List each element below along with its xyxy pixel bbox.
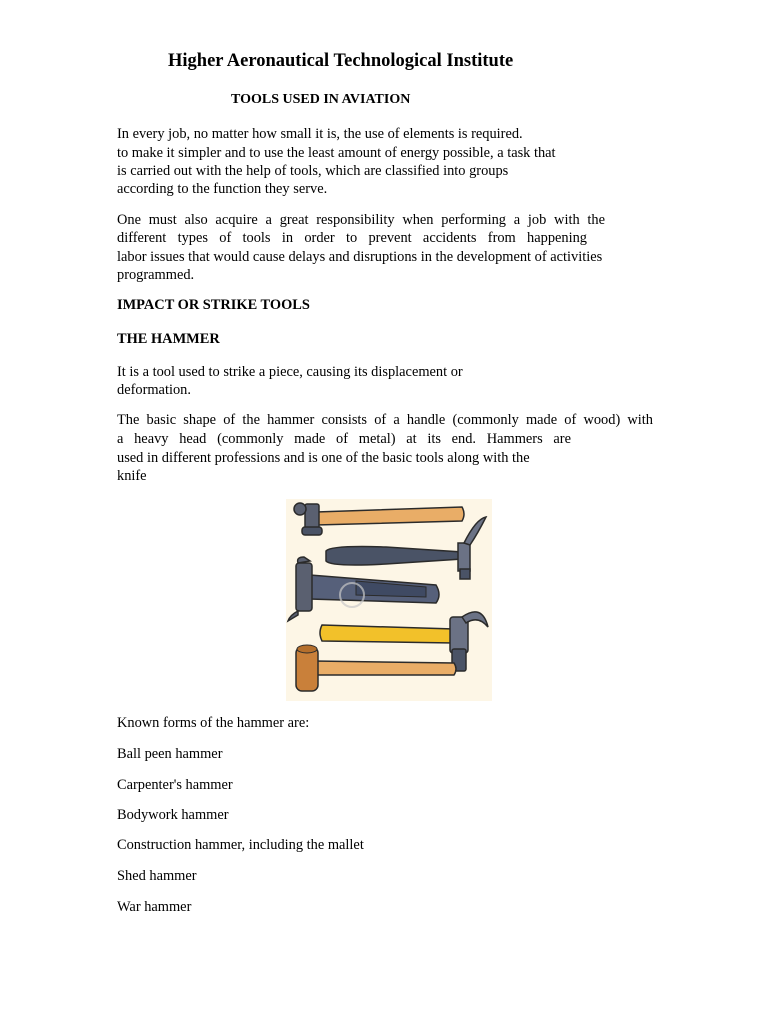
- list-item: Construction hammer, including the mallet: [117, 837, 364, 853]
- list-item: War hammer: [117, 899, 192, 915]
- responsibility-line-2: different types of tools in order to prevent accidents from happening: [117, 230, 587, 246]
- shape-line-1: The basic shape of the hammer consists of a handle (commonly made of wood) with: [117, 412, 653, 428]
- document-subtitle: TOOLS USED IN AVIATION: [231, 92, 411, 107]
- list-item: Ball peen hammer: [117, 746, 223, 762]
- definition-line-1: It is a tool used to strike a piece, causing its displacement or: [117, 364, 463, 380]
- section-heading: IMPACT OR STRIKE TOOLS: [117, 297, 310, 313]
- intro-line-3: is carried out with the help of tools, which are classified into groups: [117, 163, 509, 179]
- shape-line-3: used in different professions and is one of the basic tools along with the: [117, 450, 530, 466]
- definition-line-2: deformation.: [117, 382, 191, 398]
- shape-line-2: a heavy head (commonly made of metal) at its end. Hammers are: [117, 431, 571, 447]
- subsection-heading: THE HAMMER: [117, 331, 220, 347]
- forms-intro: Known forms of the hammer are:: [117, 715, 310, 731]
- intro-line-4: according to the function they serve.: [117, 181, 328, 197]
- intro-line-1: In every job, no matter how small it is, the use of elements is required.: [117, 126, 523, 142]
- responsibility-line-3: labor issues that would cause delays and disruptions in the development of activities: [117, 249, 603, 265]
- responsibility-line-4: programmed.: [117, 267, 195, 283]
- list-item: Bodywork hammer: [117, 807, 229, 823]
- responsibility-line-1: One must also acquire a great responsibility when performing a job with the: [117, 212, 605, 228]
- list-item: Carpenter's hammer: [117, 777, 233, 793]
- hammers-illustration-icon: [286, 499, 492, 701]
- page-title: Higher Aeronautical Technological Institute: [168, 51, 514, 71]
- intro-line-2: to make it simpler and to use the least amount of energy possible, a task that: [117, 145, 556, 161]
- shape-line-4: knife: [117, 468, 147, 484]
- list-item: Shed hammer: [117, 868, 197, 884]
